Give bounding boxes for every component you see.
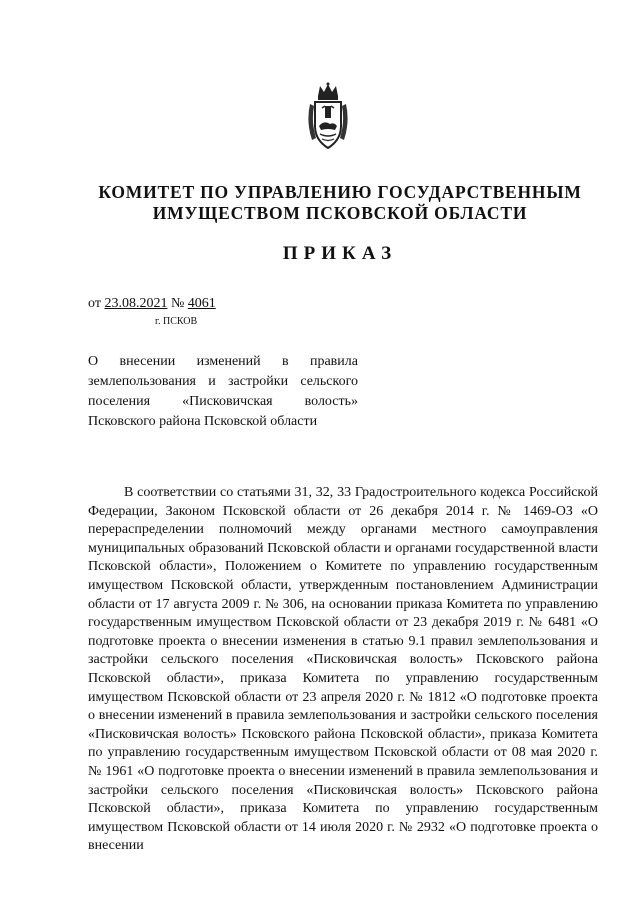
document-subject: О внесении изменений в правила землепользования и застройки сельского поселения «Писковичская волость» Псковского района Псковской области [88, 354, 358, 429]
date-number-line [88, 296, 216, 312]
organization-line-1: КОМИТЕТ ПО УПРАВЛЕНИЮ ГОСУДАРСТВЕННЫМ [98, 182, 582, 202]
document-body: В соответствии со статьями 31, 32, 33 Градостроительного кодекса Российской Федерации, Законом Псковской области от 26 декабря 2014 г. № 1469-ОЗ «О перераспределении полномочий между органами местного самоуправления муниципальных образований Псковской области и органами государственной власти Псковской области», Положением о Комитете по управлению государственным имуществом Псковской области, утвержденным постановлением Администрации области от 17 августа 2009 г. № 306, на основании приказа Комитета по управлению государственным имуществом Псковской области от 23 декабря 2019 г. № 6481 «О подготовке проекта о внесении изменения в статью 9.1 правил землепользования и застройки сельского поселения «Писковичская волость» Псковского района Псковской области», приказа Комитета по управлению государственным имуществом Псковской области от 23 апреля 2020 г. № 1812 «О подготовке проекта о внесении изменений в правила землепользования и застройки сельского поселения «Писковичская волость» Псковского района Псковской области», приказа Комитета по управлению государственным имуществом Псковской области от 08 мая 2020 г. № 1961 «О подготовке проекта о внесении изменений в правила землепользования и застройки сельского поселения «Писковичская волость» Псковского района Псковской области», приказа Комитета по управлению государственным имуществом Псковской области от 14 июля 2020 г. № 2932 «О подготовке проекта о внесении [88, 485, 598, 854]
date-prefix: от [88, 296, 105, 311]
document-number: 4061 [187, 296, 216, 311]
document-date: 23.08.2021 [104, 296, 168, 311]
organization-line-2: ИМУЩЕСТВОМ ПСКОВСКОЙ ОБЛАСТИ [152, 203, 528, 223]
organization-name [90, 182, 590, 224]
coat-of-arms-icon [304, 82, 352, 152]
number-prefix: № [167, 296, 188, 311]
document-type-title: ПРИКАЗ [282, 243, 398, 264]
city-label: г. ПСКОВ [155, 316, 198, 327]
